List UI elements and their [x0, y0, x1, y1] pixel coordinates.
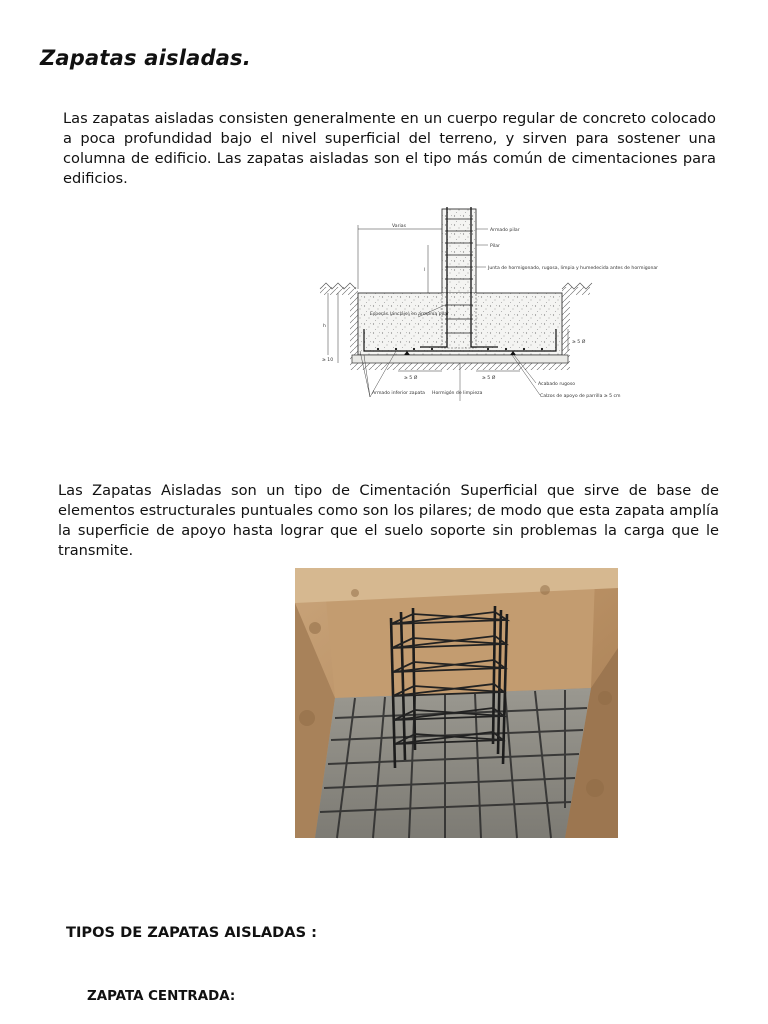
label-dim-bottom: ≥ 10 [322, 358, 334, 363]
label-dim-h: h [323, 324, 326, 329]
subsection-heading: ZAPATA CENTRADA: [87, 989, 236, 1004]
intro-paragraph: Las zapatas aisladas consisten generalmente en un cuerpo regular de concreto colocado a poca profundidad bajo el nivel superficial del terreno, y sirven para sostener una columna de edificio. Las zapatas aisladas son el tipo más común de cimentaciones para edificios. [63, 110, 716, 187]
label-dim-l: l [424, 268, 426, 273]
rebar-excavation-photo [295, 568, 618, 838]
label-armado-inferior: Armado inferior zapata [372, 391, 425, 396]
label-esperas: Esperas (anclaje) en armonía pilar [370, 312, 449, 317]
footing-section-diagram [300, 205, 659, 405]
label-dim-right: ≥ 5 Ø [482, 376, 496, 381]
label-armado-pilar: Armado pilar [490, 228, 520, 233]
label-dim-side: ≥ 5 Ø [572, 340, 586, 345]
page-title: Zapatas aisladas. [40, 46, 251, 70]
label-dim-left: ≥ 5 Ø [404, 376, 418, 381]
section-heading: TIPOS DE ZAPATAS AISLADAS : [66, 924, 318, 941]
label-top-dim: Varias [392, 224, 406, 229]
label-hormigon-limpieza: Hormigón de limpieza [432, 391, 483, 396]
label-junta: Junta de hormigonado, rugosa, limpia y humedecida antes de hormigonar [488, 266, 659, 271]
label-calzos: Calzos de apoyo de parrilla ≥ 5 cm [540, 394, 621, 399]
label-acabado: Acabado rugoso [538, 382, 576, 387]
definition-paragraph: Las Zapatas Aisladas son un tipo de Cimentación Superficial que sirve de base de elementos estructurales puntuales como son los pilares; de modo que esta zapata amplía la superficie de apoyo hasta lograr que el suelo soporte sin problemas la carga que le transmite. [58, 482, 719, 559]
label-pilar: Pilar [490, 244, 500, 249]
lean-concrete-layer [352, 355, 568, 363]
